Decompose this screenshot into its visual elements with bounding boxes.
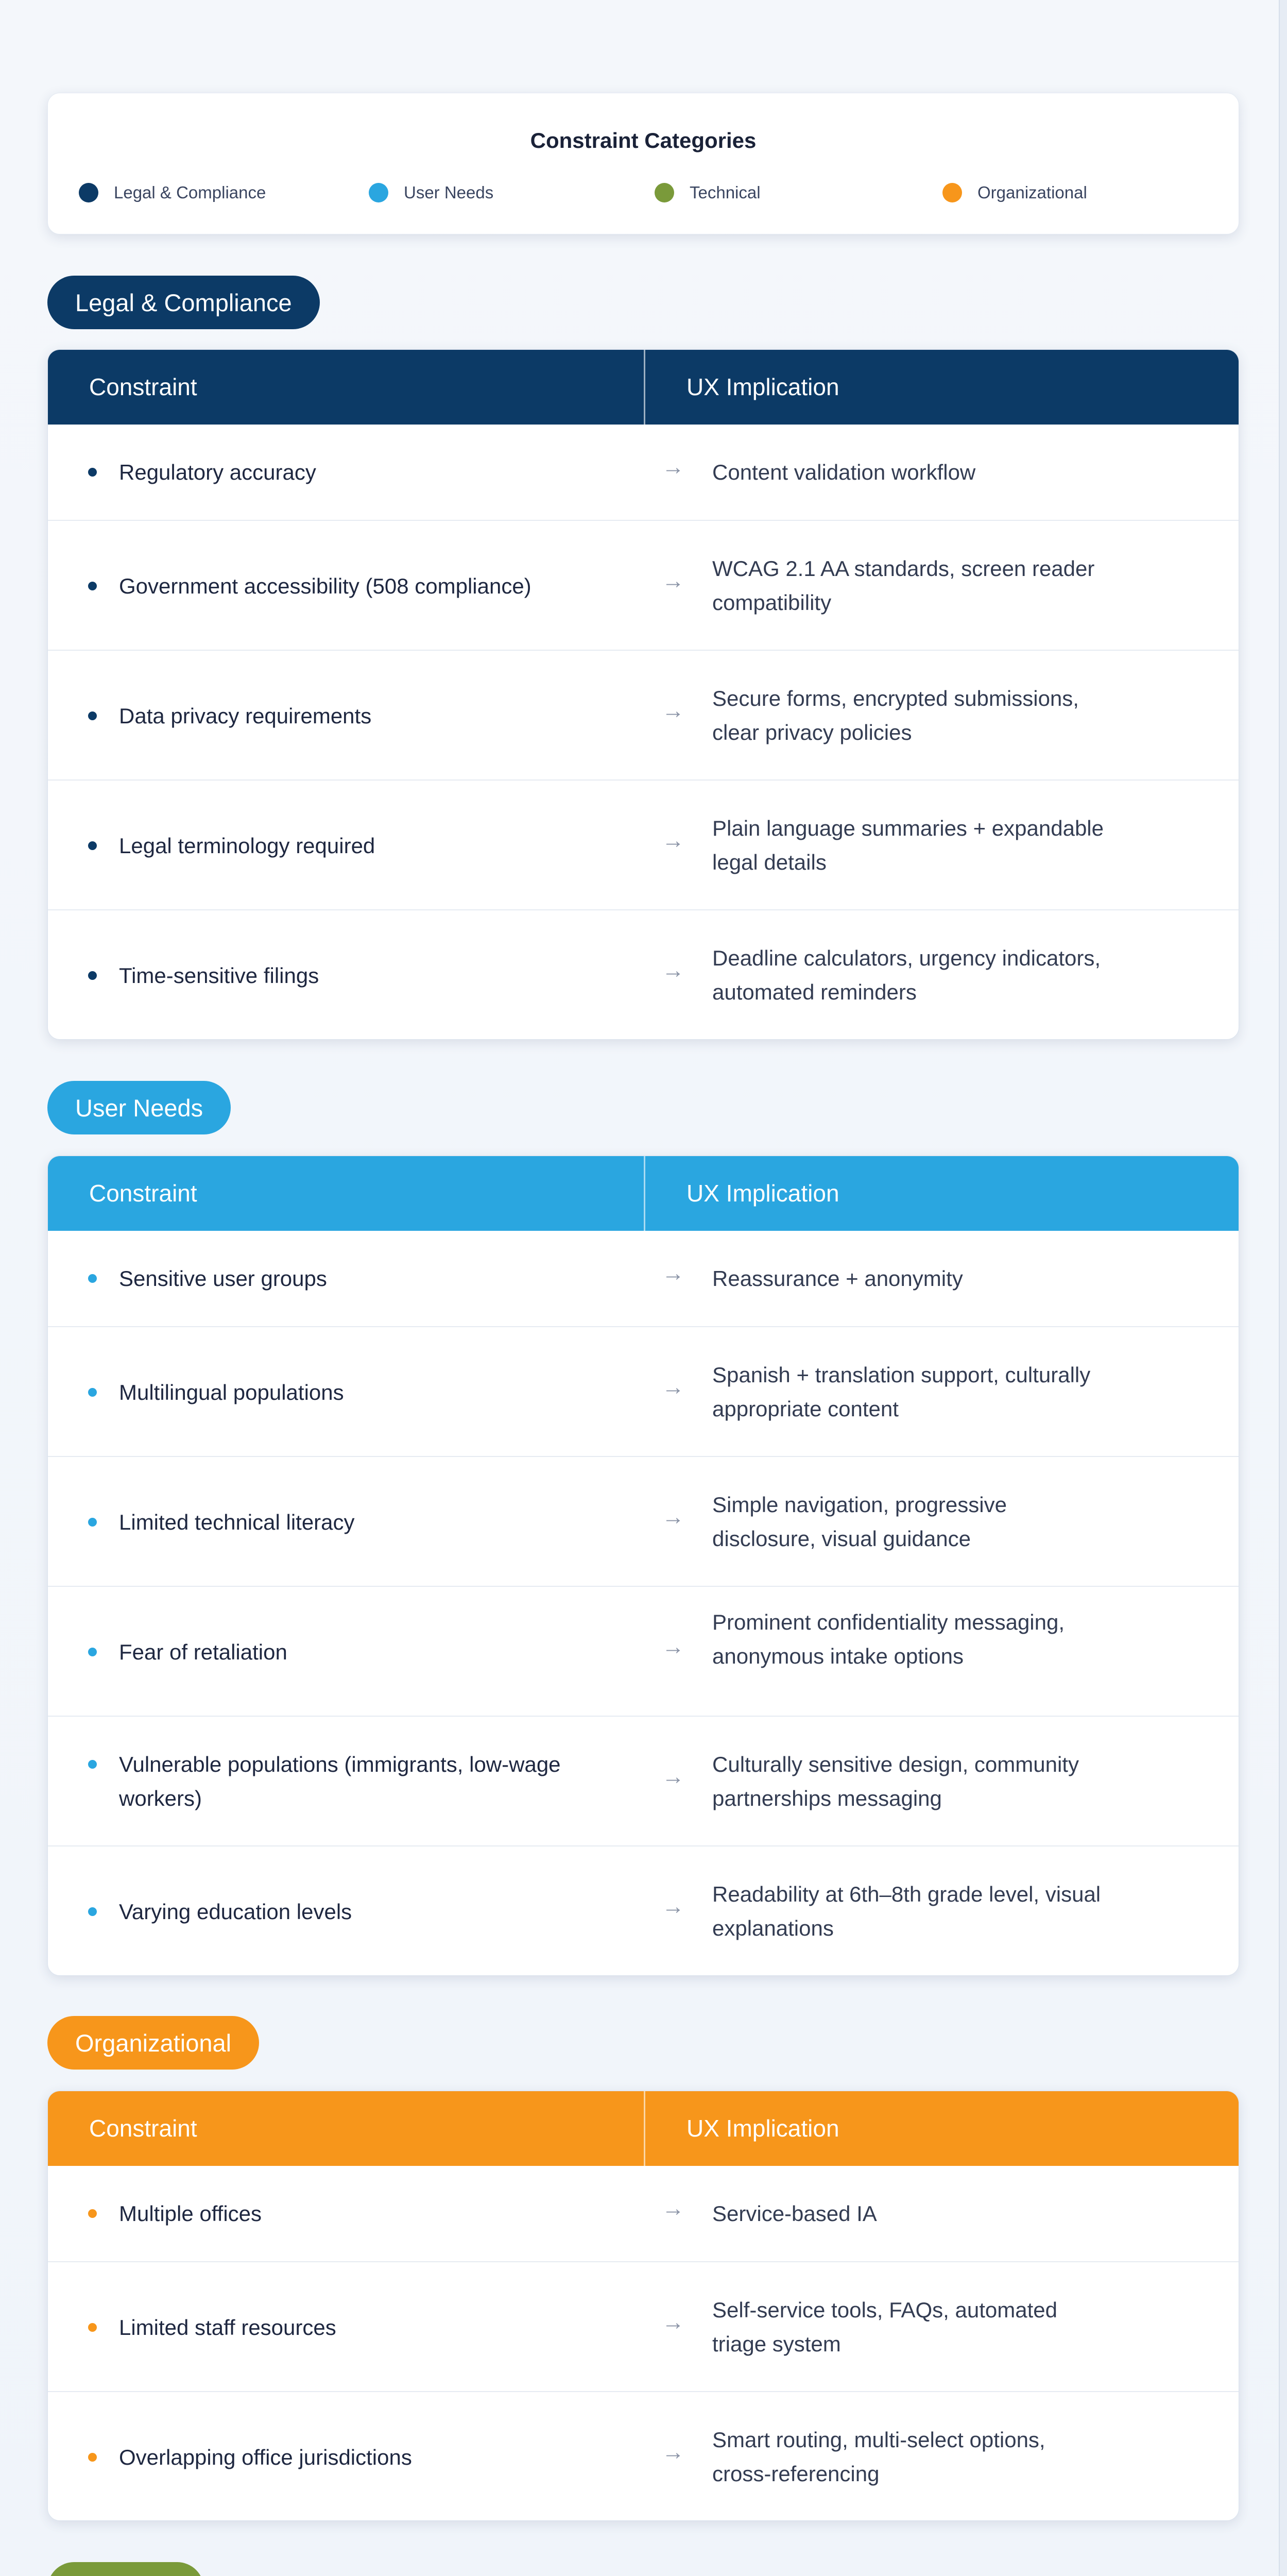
header-constraint: Constraint [89,2115,197,2142]
table-row [48,909,1239,1039]
table-row [48,1716,1239,1845]
legend-item-user-needs [369,180,493,206]
implication-text: WCAG 2.1 AA standards, screen reader compatibility [712,556,1095,615]
bullet-icon [88,2323,97,2332]
section-pill-organizational: Organizational [47,2016,259,2070]
constraint-text: Varying education levels [119,1900,352,1924]
header-divider [644,2091,645,2166]
table-row [48,520,1239,650]
bullet-icon [88,711,97,720]
bullet-icon [88,841,97,850]
constraint-text: Limited technical literacy [119,1510,355,1534]
implication-text: Readability at 6th–8th grade level, visual explanations [712,1882,1101,1940]
implication-text: Secure forms, encrypted submissions, clear privacy policies [712,686,1079,744]
section-pill-technical [47,2562,204,2576]
arrow-right-icon: → [662,958,684,983]
legend-label: Organizational [977,183,1087,202]
legend-row [79,180,1208,206]
table-row [48,425,1239,520]
table-header [48,350,1239,425]
arrow-right-icon: → [662,454,684,480]
arrow-right-icon: → [662,1634,684,1659]
table-row [48,1326,1239,1456]
legend-dot-icon [369,183,388,202]
bullet-icon [88,971,97,980]
bullet-icon [88,582,97,590]
implication-text: Spanish + translation support, culturally appropriate content [712,1363,1091,1421]
arrow-right-icon: → [662,1261,684,1286]
implication-text: Content validation workflow [712,460,976,484]
bullet-icon [88,1648,97,1656]
legend-label: Legal & Compliance [114,183,266,202]
arrow-right-icon: → [662,1504,684,1530]
legend-dot-icon [942,183,962,202]
table-header [48,2091,1239,2166]
bullet-icon [88,2209,97,2218]
bullet-icon [88,2453,97,2462]
constraint-text: Government accessibility (508 compliance) [119,574,531,598]
arrow-right-icon: → [662,828,684,853]
header-constraint: Constraint [89,1180,197,1207]
constraint-text: Fear of retaliation [119,1640,287,1664]
table-row [48,2391,1239,2521]
implication-text: Plain language summaries + expandable legal details [712,816,1104,874]
arrow-right-icon: → [662,2310,684,2335]
constraint-text: Multilingual populations [119,1380,344,1404]
header-implication: UX Implication [687,2115,839,2142]
constraint-text: Overlapping office jurisdictions [119,2445,412,2469]
arrow-right-icon: → [662,568,684,594]
section-pill-user-needs: User Needs [47,1081,231,1134]
header-divider [644,350,645,425]
legend-item-organizational [942,180,1087,206]
legend-label: User Needs [404,183,494,202]
constraint-text: Time-sensitive filings [119,963,319,988]
table-organizational [47,2091,1239,2521]
page-scrollbar[interactable] [1279,0,1287,2576]
section-pill-legal: Legal & Compliance [47,276,320,329]
header-implication: UX Implication [687,374,839,400]
table-row [48,1456,1239,1586]
table-row [48,2166,1239,2261]
implication-text: Smart routing, multi-select options, cross-referencing [712,2428,1045,2486]
bullet-icon [88,1907,97,1916]
legend-dot-icon [79,183,98,202]
legend-label: Technical [690,183,761,202]
table-user-needs [47,1156,1239,1976]
bullet-icon [88,468,97,477]
header-divider [644,1156,645,1231]
implication-text: Simple navigation, progressive disclosure, visual guidance [712,1493,1007,1551]
arrow-right-icon: → [662,1894,684,1919]
arrow-right-icon: → [662,2196,684,2221]
implication-text: Deadline calculators, urgency indicators, automated reminders [712,946,1101,1004]
table-header [48,1156,1239,1231]
bullet-icon [88,1760,97,1769]
constraint-text: Limited staff resources [119,2315,336,2340]
bullet-icon [88,1388,97,1397]
arrow-right-icon: → [662,1764,684,1789]
table-row [48,2261,1239,2391]
implication-text: Service-based IA [712,2201,877,2226]
constraint-text: Legal terminology required [119,834,375,858]
constraint-text: Data privacy requirements [119,704,372,728]
header-constraint: Constraint [89,374,197,400]
arrow-right-icon: → [662,2439,684,2465]
implication-text: Culturally sensitive design, community partnerships messaging [712,1752,1079,1810]
constraint-text: Sensitive user groups [119,1266,327,1291]
implication-text: Reassurance + anonymity [712,1266,963,1291]
implication-text: Self-service tools, FAQs, automated triage system [712,2298,1057,2356]
table-row [48,779,1239,909]
header-implication: UX Implication [687,1180,839,1207]
legend-dot-icon [655,183,674,202]
legend-item-legal [79,180,266,206]
legend-item-technical [655,180,761,206]
table-row [48,1231,1239,1326]
arrow-right-icon: → [662,698,684,723]
arrow-right-icon: → [662,1375,684,1400]
constraint-text: Regulatory accuracy [119,460,316,484]
table-row [48,1586,1239,1716]
table-legal [47,349,1239,1040]
bullet-icon [88,1518,97,1527]
implication-text: Prominent confidentiality messaging, anonymous intake options [712,1610,1065,1668]
table-row [48,650,1239,779]
constraint-text: Multiple offices [119,2201,262,2226]
legend-card [47,93,1239,234]
constraint-text: Vulnerable populations (immigrants, low-wage workers) [119,1752,561,1810]
legend-title: Constraint Categories [530,128,757,152]
table-row [48,1845,1239,1975]
bullet-icon [88,1274,97,1283]
